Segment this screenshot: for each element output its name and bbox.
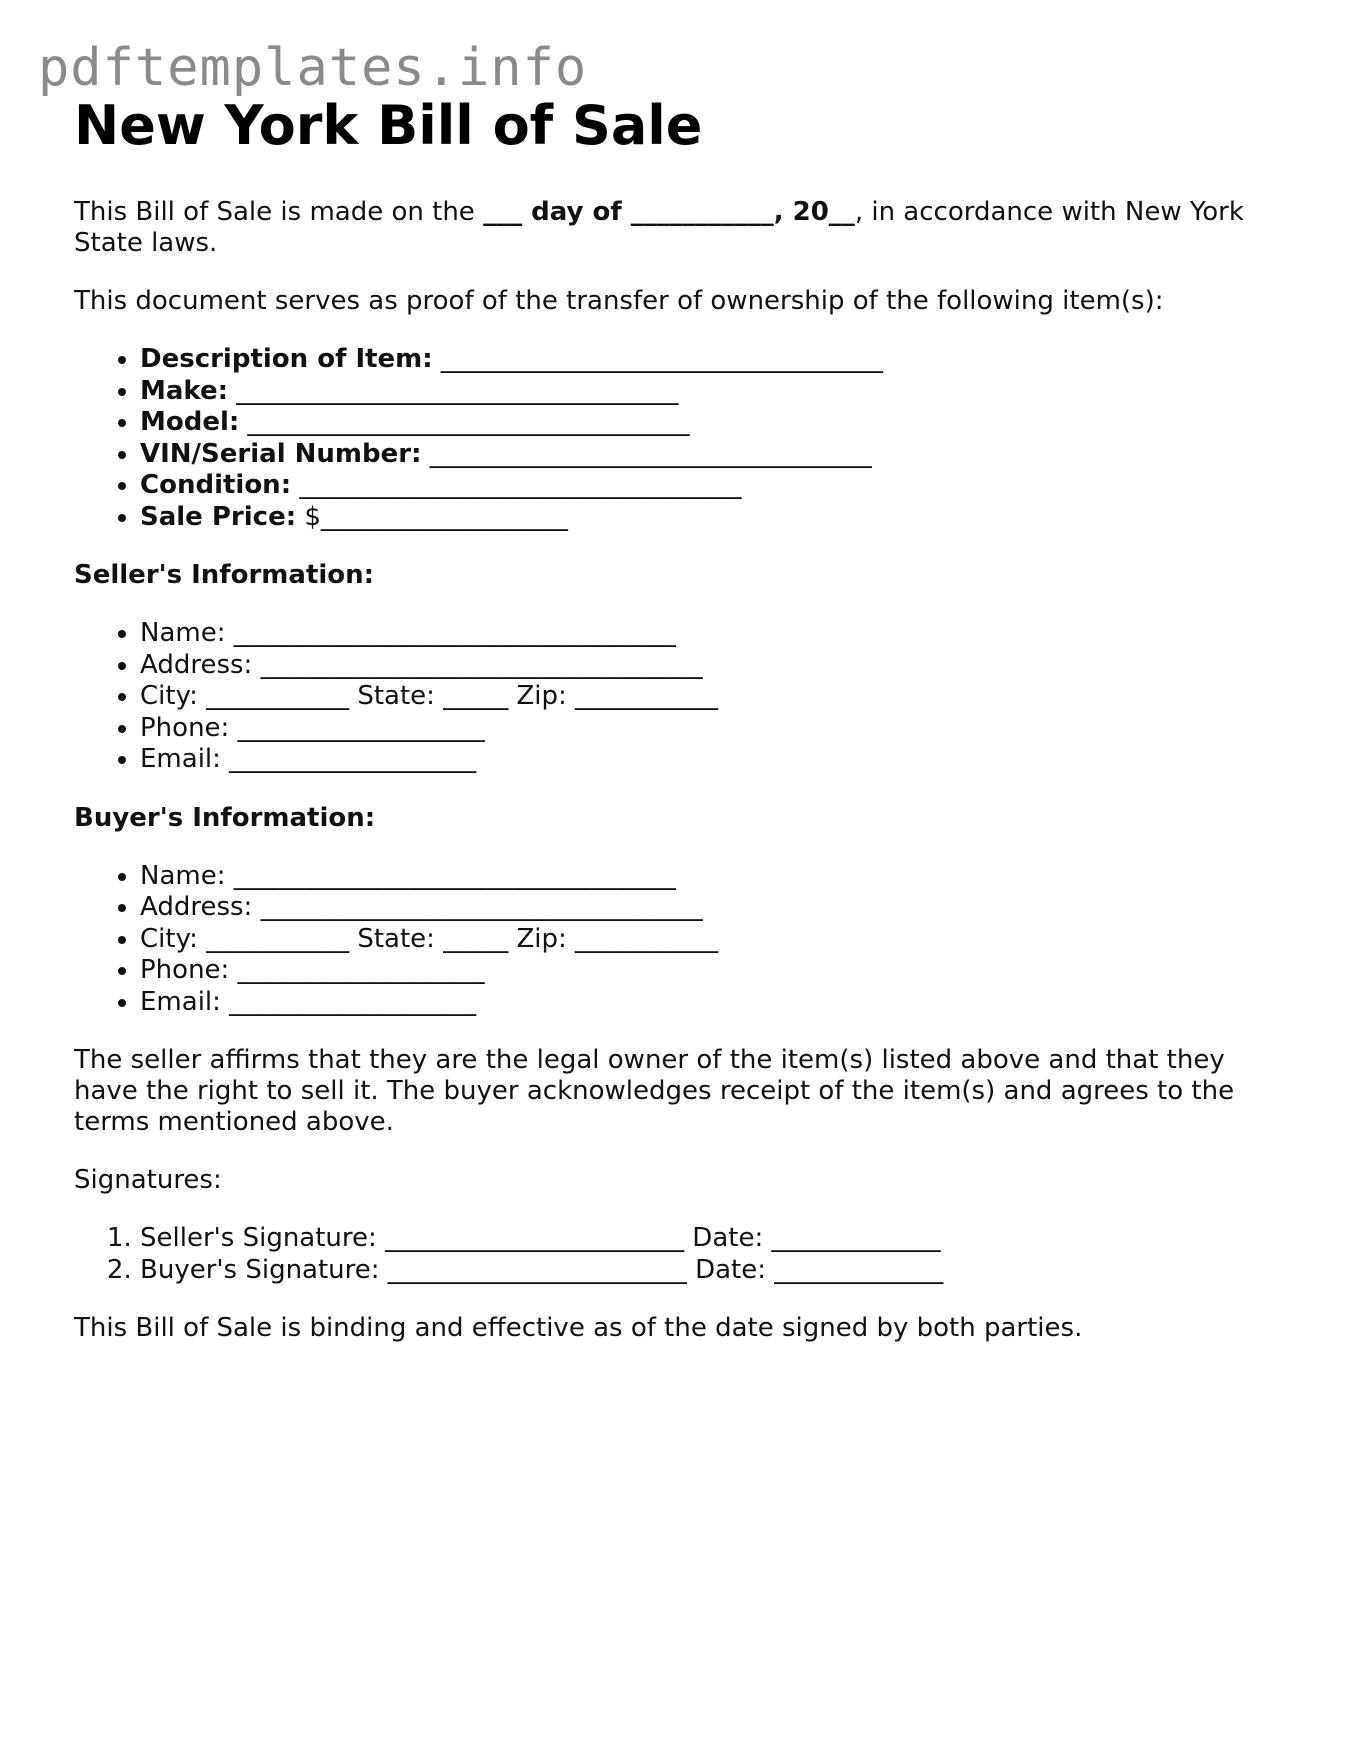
intro-text-end: , in accordance with New York State laws. [74,197,1244,259]
item-blank: __________________________________ [421,438,872,469]
page-title: New York Bill of Sale [74,94,703,157]
buyer-name-field: • Name: __________________________________ [140,861,1274,893]
buyer-fields-list [74,861,1274,1019]
seller-fields-list [74,618,1274,776]
seller-city-state-zip-field: • City: ___________ State: _____ Zip: ___________ [140,681,1274,713]
buyer-email-field: • Email: ___________________ [140,987,1274,1019]
item-label: Sale Price: [140,501,297,532]
seller-email-field: • Email: ___________________ [140,744,1274,776]
seller-phone-field: • Phone: ___________________ [140,713,1274,745]
document-body [74,95,1274,1371]
proof-paragraph: This document serves as proof of the transfer of ownership of the following item(s): [74,286,1164,317]
seller-address-field: • Address: __________________________________ [140,650,1274,682]
item-label: Condition: [140,470,292,501]
list-item-condition [140,470,1274,502]
item-blank: __________________________________ [239,407,690,438]
signature-lines-list [74,1223,1274,1286]
item-label: Make: [140,375,229,406]
list-item-description [140,344,1274,376]
buyer-city-state-zip-field: • City: ___________ State: _____ Zip: ___________ [140,924,1274,956]
seller-name-field: • Name: __________________________________ [140,618,1274,650]
buyer-phone-field: • Phone: ___________________ [140,955,1274,987]
list-item-model [140,407,1274,439]
buyer-signature-line: 2. Buyer's Signature: _______________________ Date: _____________ [140,1255,1274,1287]
seller-section-heading: Seller's Information: [74,560,375,591]
list-item-sale-price [140,502,1274,534]
item-blank: __________________________________ [432,344,883,375]
buyer-section-heading: Buyer's Information: [74,802,376,833]
closing-paragraph: This Bill of Sale is binding and effective as of the date signed by both parties. [74,1313,1083,1344]
buyer-address-field: • Address: __________________________________ [140,892,1274,924]
intro-date-blank: ___ day of ___________, 20__ [483,197,855,228]
affirmation-paragraph: The seller affirms that they are the legal owner of the item(s) listed above and that they have the right to sell it. The buyer acknowledges receipt of the item(s) and agrees to the terms mentioned above. [74,1045,1235,1138]
signatures-heading: Signatures: [74,1165,222,1196]
item-blank: __________________________________ [291,470,742,501]
item-blank: $___________________ [296,501,568,532]
list-item-vin [140,439,1274,471]
item-blank: __________________________________ [228,375,679,406]
list-item-make [140,376,1274,408]
watermark: pdftemplates.info [38,38,588,98]
item-details-list [74,344,1274,533]
seller-signature-line: 1. Seller's Signature: _______________________ Date: _____________ [140,1223,1274,1255]
item-label: VIN/Serial Number: [140,438,422,469]
item-label: Description of Item: [140,344,433,375]
item-label: Model: [140,407,240,438]
intro-paragraph [74,197,1254,259]
intro-text-start: This Bill of Sale is made on the [74,197,484,228]
